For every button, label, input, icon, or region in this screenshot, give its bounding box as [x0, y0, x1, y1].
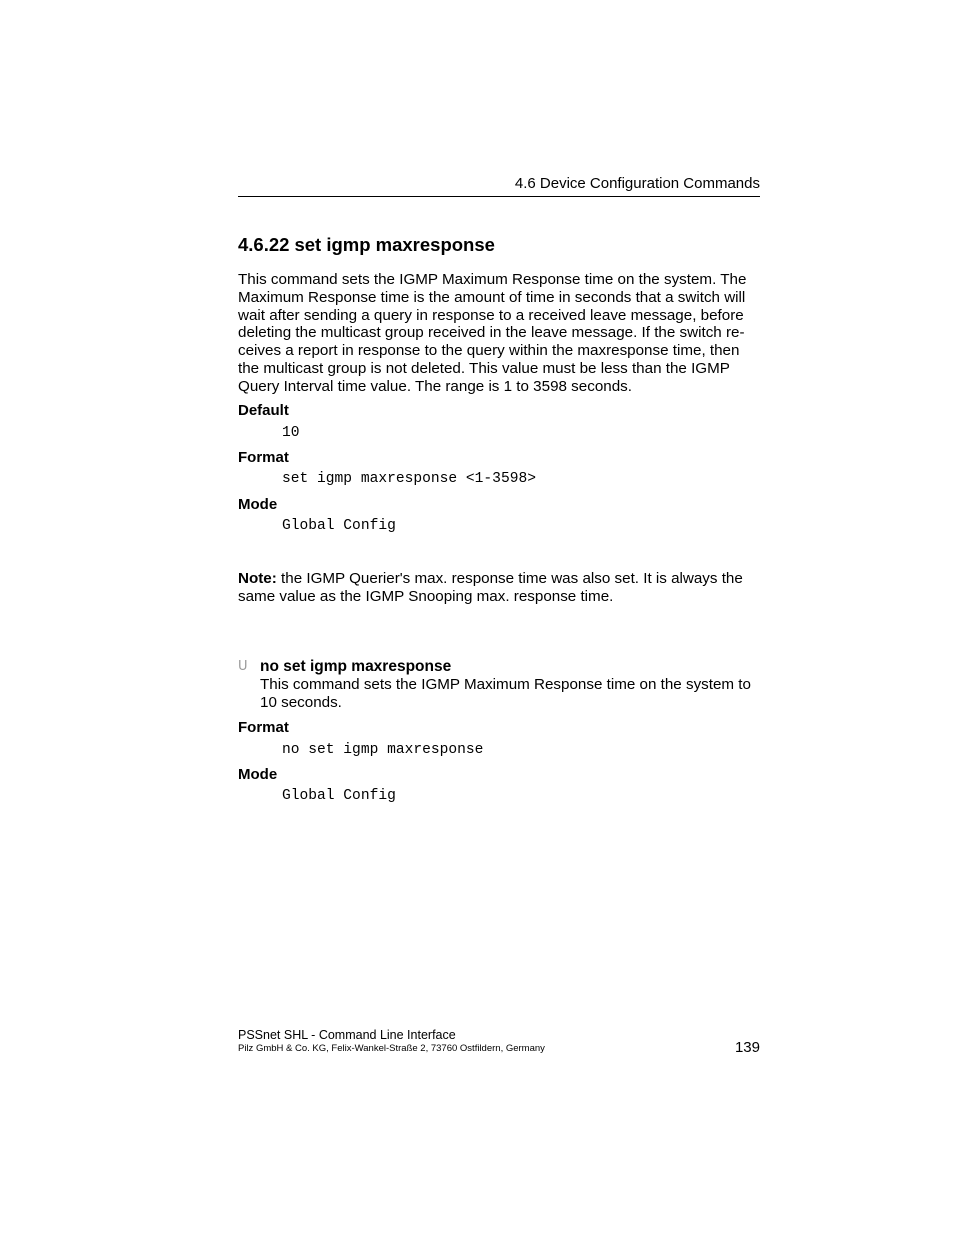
no-format-value: no set igmp maxresponse [282, 742, 484, 758]
no-format-label: Format [238, 719, 289, 736]
description-line: Query Interval time value. The range is 1 to 3598 seconds. [238, 377, 632, 395]
bullet-marker: U [238, 659, 248, 674]
section-title [238, 234, 768, 256]
note-paragraph [238, 570, 760, 606]
footer-title: PSSnet SHL - Command Line Interface [238, 1028, 456, 1042]
format-value: set igmp maxresponse <1-3598> [282, 471, 536, 487]
note-text: the IGMP Querier's max. response time was also set. It is always the [276, 570, 743, 587]
mode-value: Global Config [282, 518, 396, 534]
no-mode-value: Global Config [282, 788, 396, 804]
description-line: 10 seconds. [260, 693, 342, 711]
no-mode-label: Mode [238, 766, 278, 783]
description-line: ceives a report in response to the query within the maxresponse time, then [238, 342, 740, 360]
section-title-text: set igmp maxresponse [294, 234, 495, 255]
running-header: 4.6 Device Configuration Commands [514, 175, 760, 192]
section-description [238, 271, 760, 396]
default-value: 10 [282, 425, 300, 441]
no-command-description [260, 676, 760, 712]
note-label: Note: [238, 570, 277, 587]
no-command-title: no set igmp maxresponse [260, 658, 452, 675]
note-line [238, 570, 760, 588]
description-line: Maximum Response time is the amount of time in seconds that a switch will [238, 288, 746, 306]
default-label: Default [238, 402, 289, 419]
description-line: This command sets the IGMP Maximum Response time on the system. The [238, 271, 747, 288]
description-line: the multicast group is not deleted. This value must be less than the IGMP [238, 359, 730, 377]
page-number: 139 [734, 1039, 760, 1056]
section-number: 4.6.22 [238, 234, 290, 255]
footer-address: Pilz GmbH & Co. KG, Felix-Wankel-Straße 2, 73760 Ostfildern, Germany [238, 1043, 545, 1054]
format-label: Format [238, 449, 289, 466]
description-line: wait after sending a query in response to a received leave message, before [238, 306, 744, 324]
header-rule [238, 196, 760, 197]
mode-label: Mode [238, 496, 278, 513]
description-line: deleting the multicast group received in the leave message. If the switch re- [238, 324, 745, 342]
description-line: This command sets the IGMP Maximum Response time on the system to [260, 676, 751, 693]
note-line: same value as the IGMP Snooping max. response time. [238, 587, 614, 605]
